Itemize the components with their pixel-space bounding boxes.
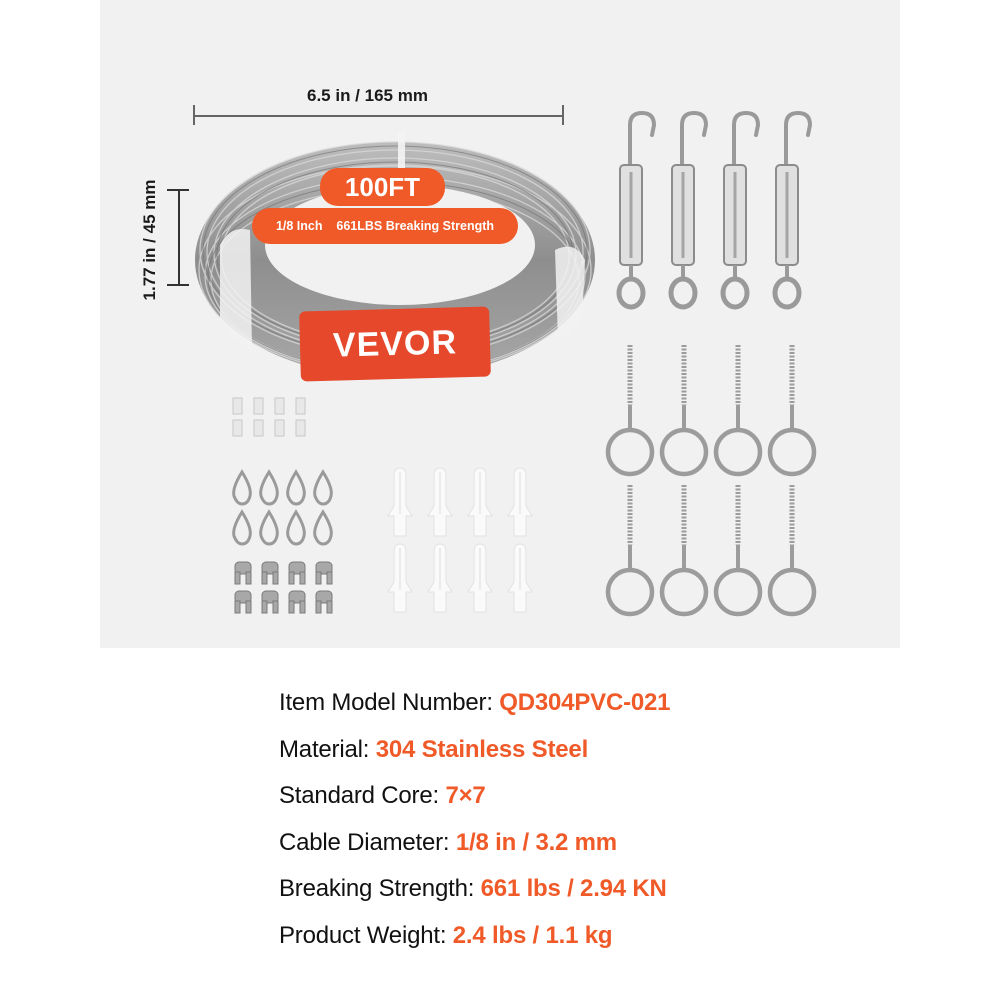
thimble-icon	[232, 470, 342, 550]
turnbuckle-icon	[600, 110, 830, 320]
spec-label: Breaking Strength:	[279, 875, 481, 902]
width-dimension-label: 6.5 in / 165 mm	[307, 86, 428, 105]
spec-badge: 1/8 Inch 661LBS Breaking Strength	[252, 208, 518, 244]
spec-row-breaking-strength	[279, 872, 670, 919]
spec-value: 304 Stainless Steel	[375, 735, 589, 763]
spec-list	[279, 686, 670, 965]
spec-value: 661 lbs / 2.94 KN	[480, 875, 667, 902]
spec-label: Item Model Number:	[279, 689, 500, 716]
height-dimension-tick-bottom	[167, 284, 189, 286]
spec-label: Material:	[279, 735, 376, 763]
eye-screw-icon	[600, 340, 830, 620]
brand-label: VEVOR	[299, 307, 491, 382]
spec-value: 1/8 in / 3.2 mm	[455, 828, 617, 856]
spec-value: 7×7	[445, 782, 486, 809]
width-dimension-line	[193, 115, 563, 117]
height-dimension-label: 1.77 in / 45 mm	[140, 179, 159, 301]
spec-label: Standard Core:	[279, 782, 446, 809]
spec-label: Cable Diameter:	[279, 828, 456, 856]
wall-anchor-icon	[388, 468, 538, 618]
height-dimension-tick-top	[167, 189, 189, 191]
aluminum-sleeve-icon	[233, 398, 313, 443]
spec-row-model	[279, 686, 670, 733]
length-badge: 100FT	[320, 168, 445, 206]
height-dimension-line	[178, 189, 180, 285]
spec-row-diameter	[279, 826, 670, 873]
spec-value: 2.4 lbs / 1.1 kg	[452, 921, 613, 949]
spec-label: Product Weight:	[279, 921, 453, 949]
spec-value: QD304PVC-021	[499, 689, 671, 716]
spec-row-weight	[279, 919, 670, 966]
wire-rope-clip-icon	[233, 562, 343, 617]
spec-row-material	[279, 733, 670, 780]
spec-row-core	[279, 779, 670, 826]
